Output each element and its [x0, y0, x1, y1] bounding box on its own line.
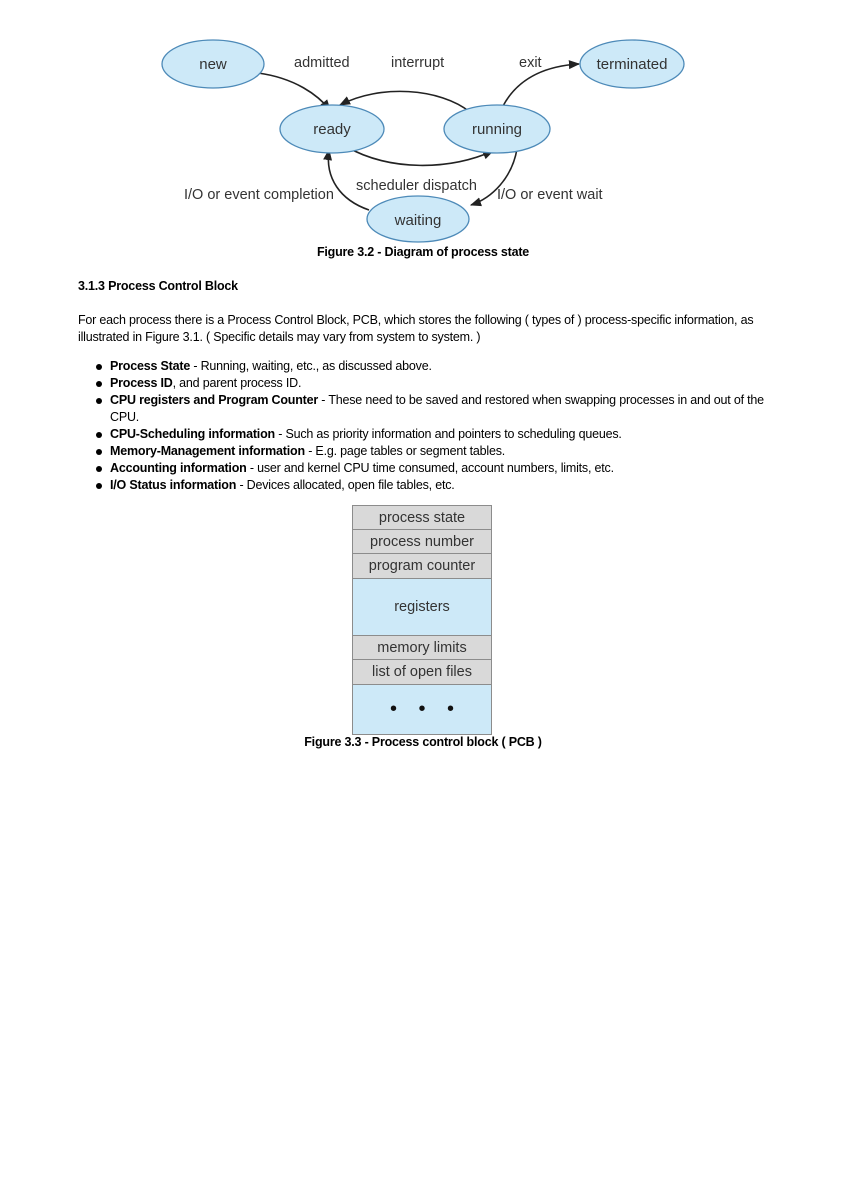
pcb-row-ellipsis: • • •	[352, 684, 492, 735]
list-item-term: CPU registers and Program Counter	[110, 393, 319, 407]
transition-label-exit: exit	[519, 55, 542, 71]
transition-label-scheduler-dispatch: scheduler dispatch	[356, 178, 477, 194]
list-item-desc: - user and kernel CPU time consumed, account numbers, limits, etc.	[246, 461, 614, 475]
list-item	[94, 375, 764, 392]
list-item-term: I/O Status information	[110, 478, 237, 492]
edge-admitted	[258, 73, 330, 110]
state-label-terminated: terminated	[596, 56, 668, 73]
list-item-term: Memory-Management information	[110, 444, 305, 458]
transition-label-io-event-wait: I/O or event wait	[497, 187, 603, 203]
pcb-row-process-state: process state	[352, 505, 492, 530]
state-label-waiting: waiting	[394, 212, 442, 229]
list-item	[94, 460, 764, 477]
list-item	[94, 477, 764, 494]
figure-3-3-caption: Figure 3.3 - Process control block ( PCB )	[304, 735, 542, 749]
pcb-row-registers: registers	[352, 578, 492, 636]
list-item	[94, 443, 764, 460]
pcb-row-process-number: process number	[352, 529, 492, 554]
pcb-row-open-files: list of open files	[352, 659, 492, 685]
list-item-term: Process ID	[110, 376, 173, 390]
list-item	[94, 358, 764, 375]
figure-3-2-caption: Figure 3.2 - Diagram of process state	[316, 245, 530, 259]
list-item	[94, 392, 764, 426]
list-item	[94, 426, 764, 443]
list-item-desc: - Devices allocated, open file tables, etc.	[236, 478, 455, 492]
pcb-row-memory-limits: memory limits	[352, 635, 492, 660]
state-label-ready: ready	[313, 121, 351, 138]
list-item-desc: - Running, waiting, etc., as discussed above.	[190, 359, 432, 373]
transition-label-io-event-completion: I/O or event completion	[184, 187, 334, 203]
section-intro-paragraph: For each process there is a Process Control Block, PCB, which stores the following ( types of ) process-specific information, as illustrated in Figure 3.1. ( Specific details may vary from system to system. )	[78, 313, 754, 344]
list-item-term: CPU-Scheduling information	[110, 427, 275, 441]
process-state-diagram	[0, 0, 846, 250]
list-item-desc: - These need to be saved and restored when swapping processes in and out of the CPU.	[110, 393, 764, 424]
list-item-desc: - Such as priority information and pointers to scheduling queues.	[274, 427, 622, 441]
section-heading: 3.1.3 Process Control Block	[78, 279, 238, 293]
transition-label-admitted: admitted	[294, 55, 350, 71]
list-item-desc: - E.g. page tables or segment tables.	[304, 444, 506, 458]
pcb-contents-list	[94, 358, 764, 494]
list-item-term: Process State	[110, 359, 191, 373]
pcb-row-program-counter: program counter	[352, 553, 492, 579]
state-label-running: running	[471, 121, 523, 138]
list-item-term: Accounting information	[110, 461, 247, 475]
pcb-figure	[352, 505, 492, 735]
state-label-new: new	[199, 56, 227, 73]
list-item-desc: , and parent process ID.	[172, 376, 302, 390]
transition-label-interrupt: interrupt	[391, 55, 445, 71]
